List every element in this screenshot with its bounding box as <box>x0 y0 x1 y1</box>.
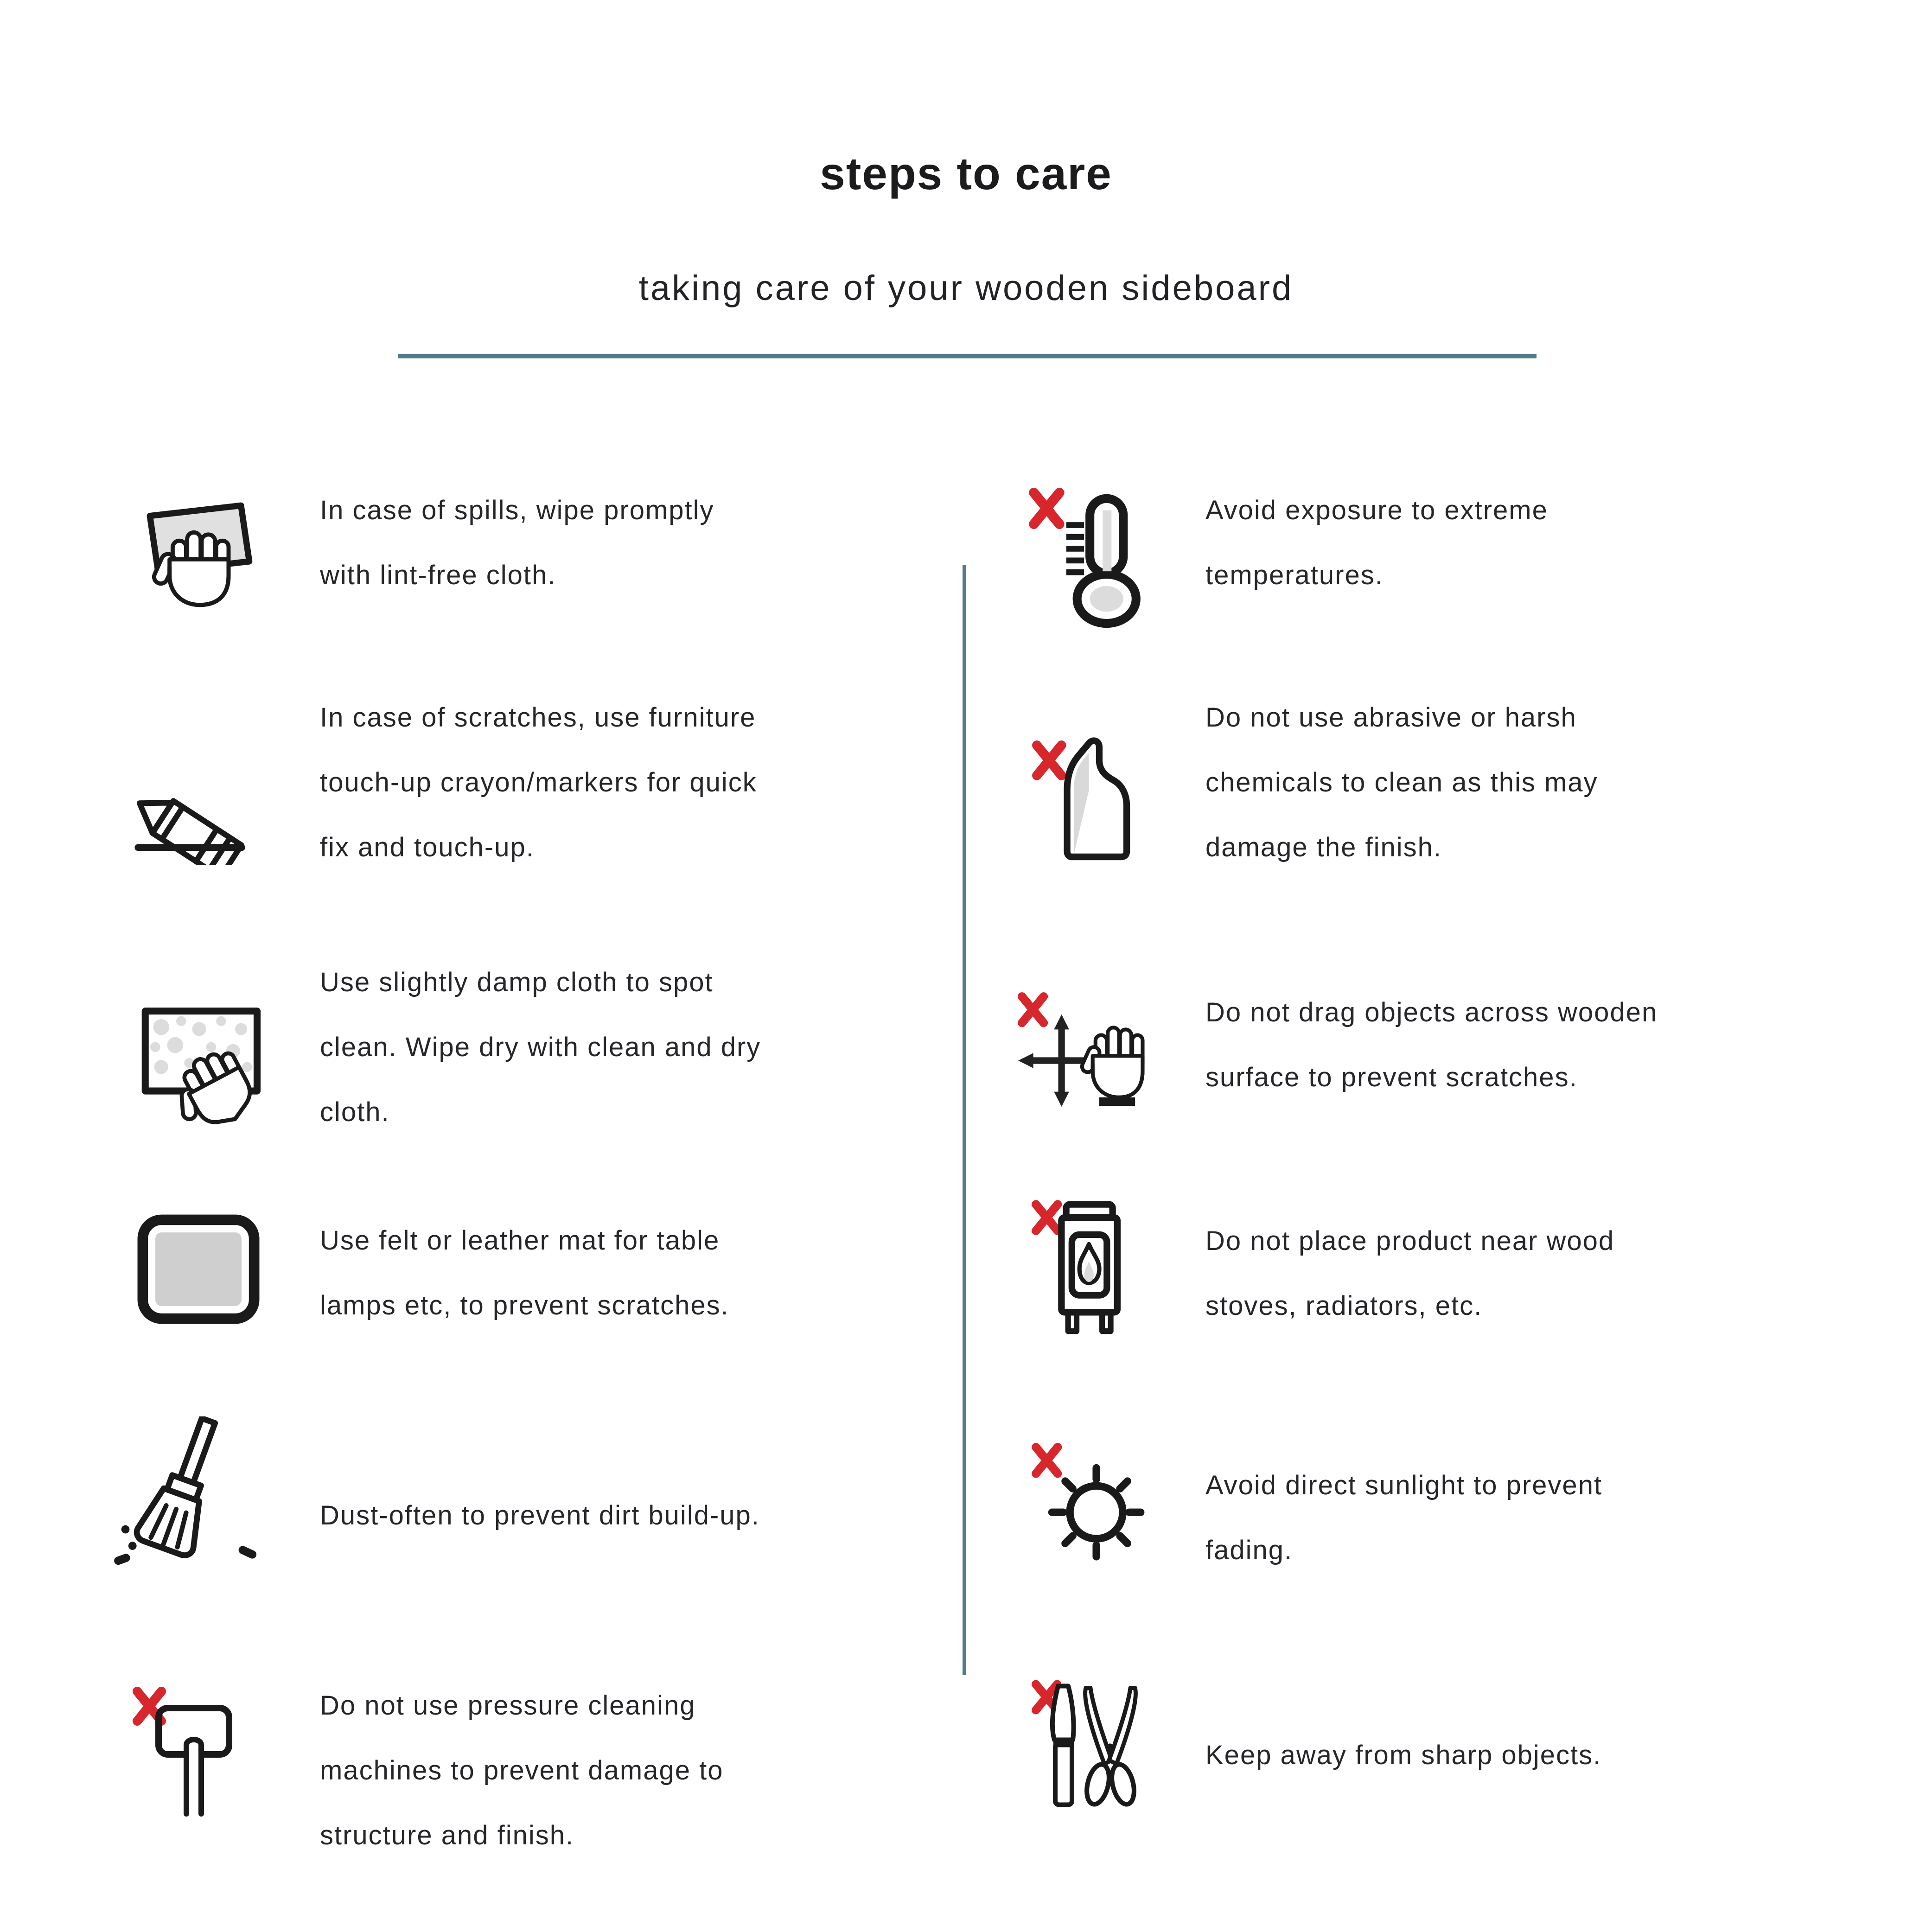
drag-hand-icon <box>1016 990 1158 1131</box>
header-divider-line <box>398 354 1537 358</box>
sun-icon <box>1030 1440 1158 1572</box>
wipe-cloth-hand-icon <box>135 488 260 627</box>
sharp-objects-icon <box>1030 1677 1146 1819</box>
page-subtitle: taking care of your wooden sideboard <box>638 268 1294 308</box>
prohibited-x-icon <box>1034 493 1059 524</box>
item-text: Do not use abrasive or harsh chemicals to clean as this may damage the finish. <box>1205 702 1598 862</box>
prohibited-x-icon <box>1036 1205 1058 1231</box>
page-title: steps to care <box>820 148 1112 199</box>
item-text: Dust-often to prevent dirt build-up. <box>320 1500 760 1530</box>
item-text: Avoid exposure to extreme temperatures. <box>1205 495 1548 590</box>
wood-stove-icon <box>1030 1199 1144 1345</box>
item-text: In case of spills, wipe promptly with lint-free cloth. <box>320 495 714 590</box>
felt-mat-icon <box>135 1212 261 1326</box>
item-text: Do not drag objects across wooden surface to prevent scratches. <box>1205 997 1658 1092</box>
item-text: Do not place product near wood stoves, radiators, etc. <box>1205 1226 1615 1321</box>
damp-cloth-hand-icon <box>137 997 267 1145</box>
item-text: Use slightly damp cloth to spot clean. Wipe dry with clean and dry cloth. <box>320 967 761 1127</box>
item-text: Do not use pressure cleaning machines to prevent damage to structure and finish. <box>320 1690 724 1850</box>
column-divider-line <box>963 565 966 1675</box>
prohibited-x-icon <box>1036 1447 1058 1473</box>
knife <box>1052 1686 1074 1805</box>
duster-brush-icon <box>111 1416 264 1574</box>
chemical-bottle-icon <box>1030 723 1148 869</box>
prohibited-x-icon <box>1037 745 1061 775</box>
thermometer-icon <box>1027 485 1150 631</box>
scissors <box>1083 1688 1138 1807</box>
item-text: In case of scratches, use furniture touch-up crayon/markers for quick fix and touch-up. <box>320 702 757 862</box>
pressure-cleaner-icon <box>131 1684 247 1818</box>
item-text: Avoid direct sunlight to prevent fading. <box>1205 1470 1603 1565</box>
prohibited-x-icon <box>1022 996 1044 1023</box>
item-text: Keep away from sharp objects. <box>1205 1740 1602 1770</box>
touch-up-crayon-icon <box>134 726 269 865</box>
item-text: Use felt or leather mat for table lamps etc, to prevent scratches. <box>320 1225 729 1320</box>
